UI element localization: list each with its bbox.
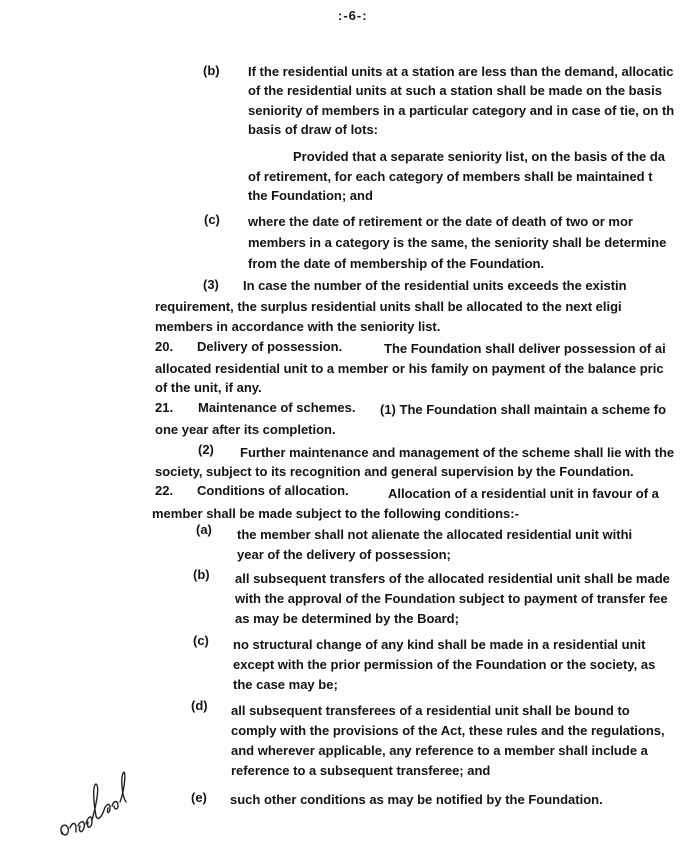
text-line: with the approval of the Foundation subject to payment of transfer fee — [235, 591, 668, 606]
text-line: seniority of members in a particular category and in case of tie, on th — [248, 103, 675, 118]
text-line: the Foundation; and — [248, 188, 373, 203]
text-line: the member shall not alienate the allocated residential unit withi — [237, 527, 633, 542]
text-line: from the date of membership of the Foundation. — [248, 256, 545, 271]
text-line: Allocation of a residential unit in favour of a — [388, 486, 659, 501]
text-line: members in accordance with the seniority list. — [155, 319, 441, 334]
text-line: member shall be made subject to the following conditions:- — [152, 506, 519, 521]
section-number: 22. — [155, 483, 174, 498]
clause-label: (e) — [191, 790, 207, 805]
text-line: of retirement, for each category of members shall be maintained t — [248, 169, 653, 184]
text-line: and wherever applicable, any reference to a member shall include a — [231, 743, 648, 758]
text-line: reference to a subsequent transferee; and — [231, 763, 491, 778]
text-line: Provided that a separate seniority list, on the basis of the da — [293, 149, 666, 164]
text-line: of the residential units at such a station shall be made on the basis — [248, 83, 662, 98]
text-line: year of the delivery of possession; — [237, 547, 451, 562]
clause-label: (3) — [203, 277, 219, 292]
text-line: of the unit, if any. — [155, 380, 262, 395]
section-number: 20. — [155, 339, 174, 354]
section-heading: Conditions of allocation. — [197, 483, 349, 498]
clause-label: (c) — [193, 633, 209, 648]
clause-label: (b) — [203, 63, 220, 78]
text-line: (1) The Foundation shall maintain a scheme fo — [380, 402, 667, 417]
text-line: where the date of retirement or the date of death of two or mor — [248, 214, 633, 229]
clause-label: (2) — [198, 442, 214, 457]
text-line: allocated residential unit to a member or his family on payment of the balance pric — [155, 361, 664, 376]
text-line: all subsequent transfers of the allocated residential unit shall be made — [235, 571, 670, 586]
text-line: If the residential units at a station are less than the demand, allocatic — [248, 64, 674, 79]
text-line: requirement, the surplus residential units shall be allocated to the next eligi — [155, 299, 622, 314]
text-line: Further maintenance and management of the scheme shall lie with the — [240, 445, 675, 460]
text-line: such other conditions as may be notified by the Foundation. — [230, 792, 603, 807]
text-line: society, subject to its recognition and general supervision by the Foundation. — [155, 464, 634, 479]
section-number: 21. — [155, 400, 174, 415]
text-line: all subsequent transferees of a residential unit shall be bound to — [231, 703, 630, 718]
text-line: The Foundation shall deliver possession of ai — [384, 341, 666, 356]
text-line: as may be determined by the Board; — [235, 611, 459, 626]
section-heading: Delivery of possession. — [197, 339, 343, 354]
text-line: comply with the provisions of the Act, these rules and the regulations, — [231, 723, 665, 738]
text-line: members in a category is the same, the seniority shall be determine — [248, 235, 667, 250]
clause-label: (b) — [193, 567, 210, 582]
clause-label: (a) — [196, 522, 212, 537]
text-line: no structural change of any kind shall be made in a residential unit — [233, 637, 646, 652]
page-number: :-6-: — [338, 8, 368, 23]
text-line: basis of draw of lots: — [248, 122, 379, 137]
text-line: one year after its completion. — [155, 422, 336, 437]
handwritten-signature — [56, 766, 146, 844]
text-line: the case may be; — [233, 677, 338, 692]
clause-label: (c) — [204, 212, 220, 227]
section-heading: Maintenance of schemes. — [198, 400, 356, 415]
clause-label: (d) — [191, 698, 208, 713]
text-line: except with the prior permission of the Foundation or the society, as — [233, 657, 656, 672]
text-line: In case the number of the residential units exceeds the existin — [243, 278, 627, 293]
